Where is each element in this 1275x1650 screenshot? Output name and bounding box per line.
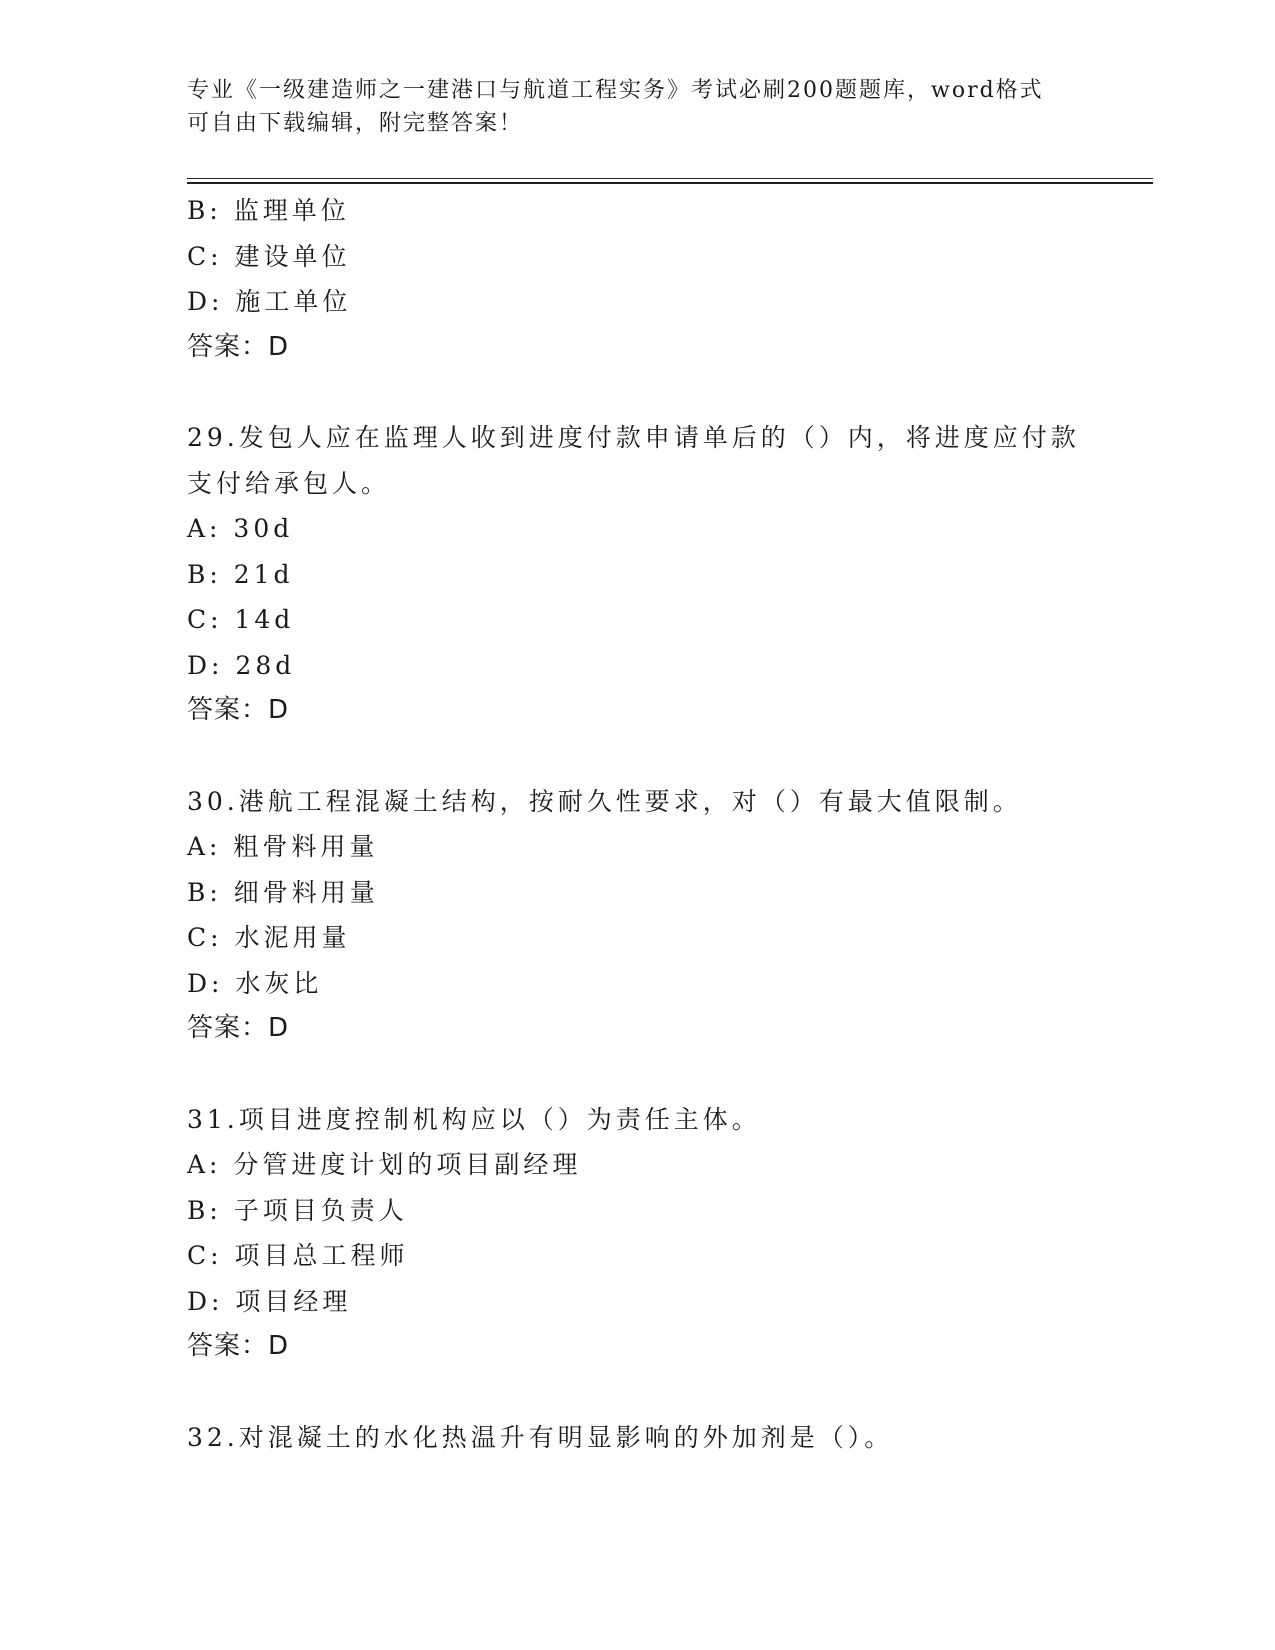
header-divider-thin bbox=[187, 178, 1153, 179]
header-divider-thick bbox=[187, 182, 1153, 184]
question-28-tail bbox=[187, 188, 1087, 370]
option-d: D: 水灰比 bbox=[187, 968, 323, 998]
answer-line: 答案：D bbox=[187, 695, 290, 725]
answer-line: 答案：D bbox=[187, 1013, 290, 1043]
question-stem-line-1: 30.港航工程混凝土结构，按耐久性要求，对（）有最大值限制。 bbox=[187, 786, 1022, 816]
header-title-line-2: 可自由下载编辑，附完整答案！ bbox=[187, 111, 524, 136]
option-d: D: 28d bbox=[187, 650, 296, 680]
question-stem-line-1: 29.发包人应在监理人收到进度付款申请单后的（）内，将进度应付款 bbox=[187, 423, 1080, 452]
question-spacer bbox=[187, 1052, 1087, 1097]
option-d: D: 施工单位 bbox=[187, 287, 352, 316]
answer-line: 答案：D bbox=[187, 331, 290, 362]
option-b: B: 监理单位 bbox=[187, 196, 350, 225]
option-b: B: 细骨料用量 bbox=[187, 877, 379, 907]
question-stem-line-1: 32.对混凝土的水化热温升有明显影响的外加剂是（）。 bbox=[187, 1422, 894, 1452]
option-a: A: 30d bbox=[187, 514, 294, 543]
answer-line: 答案：D bbox=[187, 1331, 290, 1361]
question-spacer bbox=[187, 734, 1087, 779]
option-d: D: 项目经理 bbox=[187, 1286, 352, 1316]
question-30 bbox=[187, 779, 1087, 1052]
option-b: B: 子项目负责人 bbox=[187, 1195, 408, 1225]
question-spacer bbox=[187, 370, 1087, 415]
document-header bbox=[187, 74, 1067, 140]
header-title-line-1: 专业《一级建造师之一建港口与航道工程实务》考试必刷200题题库，word格式 bbox=[187, 78, 1044, 103]
question-spacer bbox=[187, 1370, 1087, 1415]
question-29 bbox=[187, 415, 1087, 734]
option-a: A: 粗骨料用量 bbox=[187, 832, 379, 861]
option-c: C: 水泥用量 bbox=[187, 923, 351, 952]
document-body bbox=[187, 188, 1087, 1460]
option-c: C: 14d bbox=[187, 605, 295, 634]
question-31 bbox=[187, 1097, 1087, 1370]
question-stem-line-2: 支付给承包人。 bbox=[187, 468, 391, 498]
option-c: C: 项目总工程师 bbox=[187, 1241, 409, 1270]
option-c: C: 建设单位 bbox=[187, 241, 351, 271]
option-a: A: 分管进度计划的项目副经理 bbox=[187, 1150, 582, 1179]
question-stem-line-1: 31.项目进度控制机构应以（）为责任主体。 bbox=[187, 1104, 761, 1134]
option-b: B: 21d bbox=[187, 559, 294, 589]
question-32 bbox=[187, 1415, 1087, 1461]
